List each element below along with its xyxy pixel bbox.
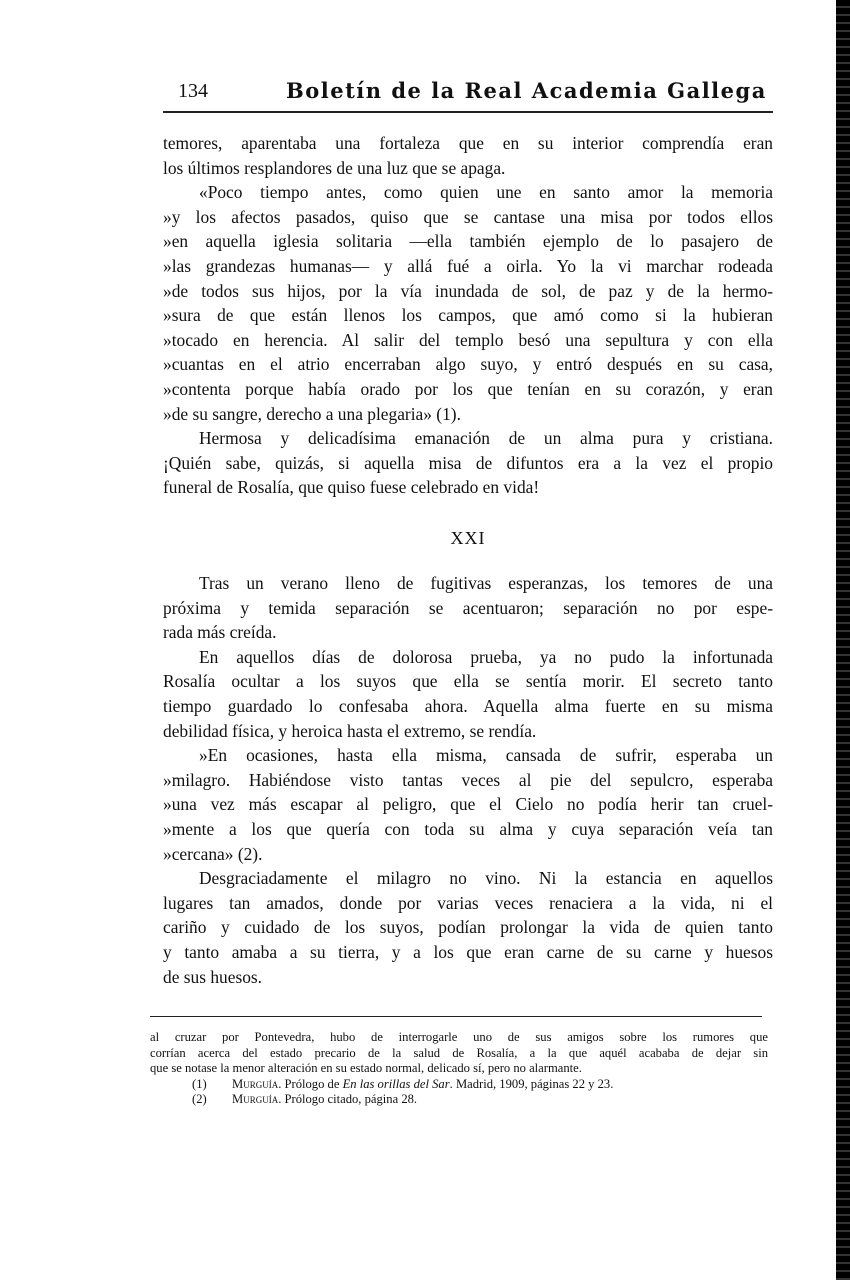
- text-line: tiempo guardado lo confesaba ahora. Aquella alma fuerte en su misma: [163, 695, 773, 716]
- section-heading: XXI: [450, 528, 486, 548]
- text-line: de sus huesos.: [163, 966, 263, 987]
- text-line: y tanto amaba a su tierra, y a los que eran carne de su carne y huesos: [163, 941, 773, 962]
- text-line: »sura de que están llenos los campos, que amó como si la hubieran: [163, 305, 773, 326]
- journal-title: Boletín de la Real Academia Gallega: [286, 78, 767, 103]
- footnote: [150, 1077, 768, 1093]
- text-line: »una vez más escapar al peligro, que el Cielo no podía herir tan cruel-: [163, 794, 773, 815]
- text-line: cariño y cuidado de los suyos, podían prolongar la vida de quien tanto: [163, 917, 773, 938]
- text-line: »y los afectos pasados, quiso que se cantase una misa por todos ellos: [163, 206, 773, 227]
- text-line: «Poco tiempo antes, como quien une en santo amor la memoria: [199, 182, 773, 203]
- text-line: »contenta porque había orado por los que tenían en su corazón, y eran: [163, 378, 773, 399]
- text-line: debilidad física, y heroica hasta el extremo, se rendía.: [163, 720, 537, 741]
- text-line: Hermosa y delicadísima emanación de un alma pura y cristiana.: [199, 428, 773, 449]
- text-line: Rosalía ocultar a los suyos que ella se sentía morir. El secreto tanto: [163, 671, 773, 692]
- footnote-author: Murguía.: [232, 1076, 282, 1091]
- footnote-title: En las orillas del Sar: [342, 1076, 450, 1091]
- footnote-continuation-line: que se notase la menor alteración en su estado normal, delicado sí, pero no alarmante.: [150, 1061, 582, 1075]
- text-line: lugares tan amados, donde por varias veces renaciera a la vida, ni el: [163, 892, 773, 913]
- text-line: funeral de Rosalía, que quiso fuese celebrado en vida!: [163, 477, 540, 498]
- text-line: »de su sangre, derecho a una plegaria» (1).: [163, 403, 461, 424]
- text-line: ¡Quién sabe, quizás, si aquella misa de difuntos era a la vez el propio: [163, 452, 773, 473]
- body-text-section-1: [163, 131, 773, 500]
- body-text-section-2: [163, 571, 773, 989]
- text-line: »cercana» (2).: [163, 843, 263, 864]
- footnote-pre: Prólogo de: [281, 1076, 343, 1091]
- header-rule: [163, 111, 773, 113]
- text-line: »las grandezas humanas— y allá fué a oirla. Yo la vi marchar rodeada: [163, 255, 773, 276]
- footnote-num: (2): [192, 1092, 207, 1106]
- text-line: »tocado en herencia. Al salir del templo besó una sepultura y con ella: [163, 329, 773, 350]
- text-line: los últimos resplandores de una luz que se apaga.: [163, 157, 506, 178]
- footnote-continuation-line: al cruzar por Pontevedra, hubo de interrogarle uno de sus amigos sobre los rumores que: [150, 1030, 768, 1044]
- footnotes: [150, 1030, 768, 1108]
- text-line: próxima y temida separación se acentuaron; separación no por espe-: [163, 597, 773, 618]
- footnote-continuation-line: corrían acerca del estado precario de la salud de Rosalía, a la que aquél acababa de dejar sin: [150, 1045, 768, 1060]
- footnote-pre: Prólogo citado, página 28.: [281, 1092, 418, 1106]
- running-header: [168, 78, 768, 108]
- text-line: rada más creída.: [163, 622, 277, 643]
- text-line: En aquellos días de dolorosa prueba, ya no pudo la infortunada: [199, 646, 773, 667]
- text-line: »mente a los que quería con toda su alma y cuya separación veía tan: [163, 818, 773, 839]
- text-line: »de todos sus hijos, por la vía inundada de sol, de paz y de la hermo-: [163, 280, 773, 301]
- text-line: »en aquella iglesia solitaria —ella también ejemplo de lo pasajero de: [163, 231, 773, 252]
- text-line: »En ocasiones, hasta ella misma, cansada de sufrir, esperaba un: [199, 745, 773, 766]
- text-line: »cuantas en el atrio encerraban algo suyo, y entró después en su casa,: [163, 354, 773, 375]
- footnote-rule: [150, 1016, 762, 1017]
- text-line: Tras un verano lleno de fugitivas esperanzas, los temores de una: [199, 573, 773, 593]
- text-line: »milagro. Habiéndose visto tantas veces al pie del sepulcro, esperaba: [163, 769, 773, 790]
- footnote-post: . Madrid, 1909, páginas 22 y 23.: [449, 1076, 614, 1091]
- text-line: temores, aparentaba una fortaleza que en su interior comprendía eran: [163, 133, 773, 153]
- footnote: [150, 1092, 768, 1108]
- page-number: 134: [178, 80, 208, 102]
- footnote-author: Murguía.: [232, 1092, 282, 1106]
- footnote-num: (1): [192, 1076, 207, 1091]
- scan-border: [836, 0, 850, 1280]
- text-line: Desgraciadamente el milagro no vino. Ni la estancia en aquellos: [199, 868, 773, 889]
